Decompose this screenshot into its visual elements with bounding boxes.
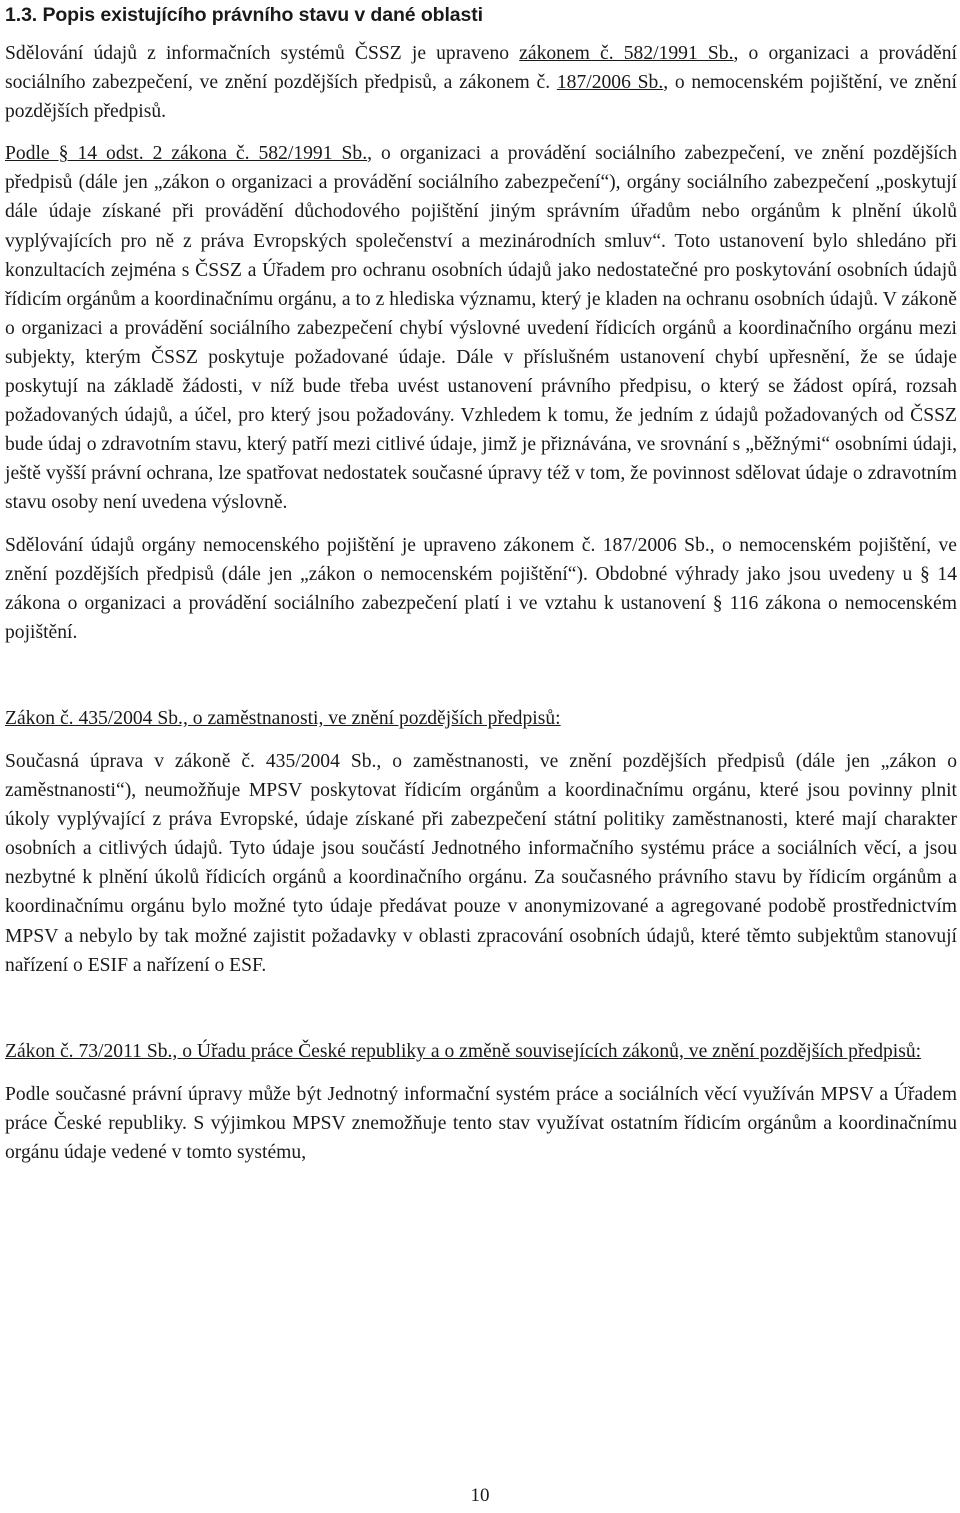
document-page	[5, 0, 957, 1167]
page-number: 10	[470, 1485, 490, 1506]
intro-end: .	[161, 101, 167, 123]
law-187-desc: , o nemocenském pojištění, ve znění pozdějších předpisů	[5, 72, 957, 123]
section-435-title: Zákon č. 435/2004 Sb., o zaměstnanosti, ve znění pozdějších předpisů:	[5, 707, 561, 729]
law-187-link[interactable]: 187/2006 Sb.	[556, 72, 664, 94]
intro-text: Sdělování údajů z informačních systémů ČSSZ je upraveno	[5, 43, 520, 64]
section-73-title: Zákon č. 73/2011 Sb., o Úřadu práce České republiky a o změně souvisejících zákonů, ve znění pozdějších předpisů:	[5, 1040, 922, 1062]
paragraph-435: Současná úprava v zákoně č. 435/2004 Sb., o zaměstnanosti, ve znění pozdějších předpisů (dále jen „zákon o zaměstnanosti“), neumožňuje MPSV poskytovat řídicím orgánům a koordinačnímu orgánu, které jsou povinny plnit úkoly vyplývající z práva Evropské, údaje získané při zabezpečení státní politiky zaměstnanosti, které mají charakter osobních a citlivých údajů. Tyto údaje jsou součástí Jednotného informačního systému práce a sociálních věcí, a jsou nezbytné k plnění úkolů řídicích orgánů a koordinačního orgánu. Za současného právního stavu by řídicím orgánům a koordinačnímu orgánu bylo možné tyto údaje předávat pouze v anonymizované a agregované podobě prostřednictvím MPSV a nebylo by tak možné zajistit požadavky v oblasti zpracování osobních údajů, které těmto subjektům stanovují nařízení o ESIF a nařízení o ESF.	[5, 750, 957, 976]
law-582-reference-link[interactable]: Podle § 14 odst. 2 zákona č. 582/1991 Sb.	[5, 143, 368, 165]
intro-mid: , a zákonem č.	[432, 72, 557, 94]
paragraph-582	[5, 139, 957, 517]
paragraph-intro	[5, 39, 957, 126]
paragraph-187: Sdělování údajů orgány nemocenského pojištění je upraveno zákonem č. 187/2006 Sb., o nemocenském pojištění, ve znění pozdějších předpisů (dále jen „zákon o nemocenském pojištění“). Obdobné výhrady jako jsou uvedeny u § 14 zákona o organizaci a provádění sociálního zabezpečení platí i ve vztahu k ustanovení § 116 zákona o nemocenském pojištění.	[5, 534, 957, 643]
paragraph-73: Podle současné právní úpravy může být Jednotný informační systém práce a sociálních věcí využíván MPSV a Úřadem práce České republiky. S výjimkou MPSV znemožňuje tento stav využívat ostatním řídicím orgánům a koordinačnímu orgánu údaje vedené v tomto systému,	[5, 1083, 957, 1163]
law-582-desc: , o organizaci a provádění sociálního zabezpečení, ve znění pozdějších předpisů	[5, 43, 957, 94]
paragraph-582-text: , o organizaci a provádění sociálního zabezpečení, ve znění pozdějších předpisů (dále jen „zákon o organizaci a provádění sociálního zabezpečení“), orgány sociálního zabezpečení „poskytují dále údaje získané při provádění důchodového pojištění jiným správním úřadům nebo orgánům k plnění úkolů vyplývajících pro ně z práva Evropských společenství a mezinárodních smluv“. Toto ustanovení bylo shledáno při konzultacích zejména s ČSSZ a Úřadem pro ochranu osobních údajů jako nedostatečné pro poskytování osobních údajů řídicím orgánům a koordinačnímu orgánu, a to z hlediska významu, který je kladen na ochranu osobních údajů. V zákoně o organizaci a provádění sociálního zabezpečení chybí výslovné uvedení řídicích orgánů a koordinačního orgánu mezi subjekty, kterým ČSSZ poskytuje požadované údaje. Dále v příslušném ustanovení chybí upřesnění, že se údaje poskytují na základě žádosti, v níž bude třeba uvést ustanovení právního předpisu, o který se žádost opírá, rozsah požadovaných údajů, a účel, pro který jsou požadovány. Vzhledem k tomu, že jedním z údajů požadovaných od ČSSZ bude údaj o zdravotním stavu, který patří mezi citlivé údaje, jimž je přiznávána, ve srovnání s „běžnými“ osobními údaji, ještě vyšší právní ochrana, lze spatřovat nedostatek současné úpravy též v tom, že povinnost sdělovat údaje o zdravotním stavu osoby není uvedena výslovně.	[5, 143, 958, 514]
law-582-link[interactable]: zákonem č. 582/1991 Sb.	[519, 43, 734, 64]
section-heading: 1.3. Popis existujícího právního stavu v dané oblasti	[5, 4, 484, 26]
